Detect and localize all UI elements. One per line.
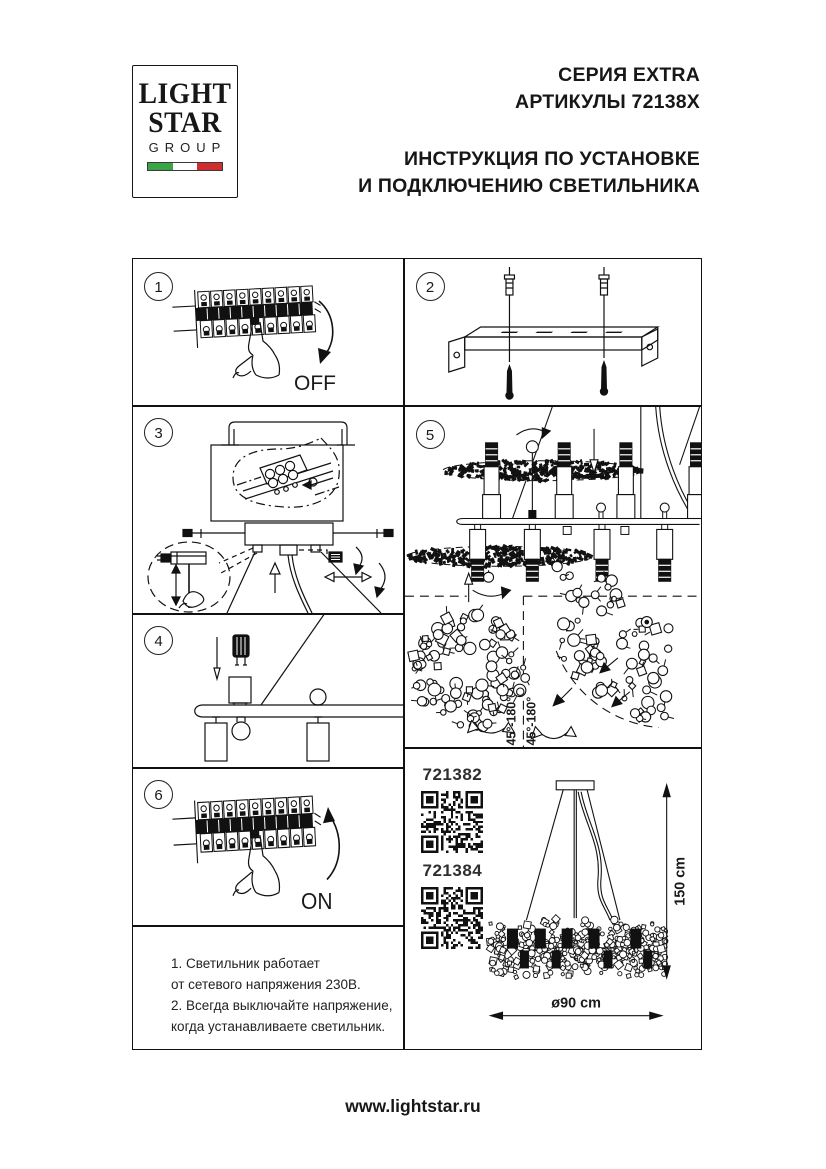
- pinch-hand-icon: [183, 592, 204, 608]
- step-3-number: 3: [144, 418, 173, 447]
- note-line: 2. Всегда выключайте напряжение,: [171, 998, 393, 1013]
- glass-shade-left: [205, 723, 227, 761]
- chandelier-assembly-illustration: [405, 407, 702, 748]
- website-url: www.lightstar.ru: [345, 1096, 481, 1116]
- strain-relief: [280, 545, 297, 555]
- note-line: от сетевого напряжения 230В.: [171, 977, 361, 992]
- screw-left: [505, 364, 513, 400]
- crystal-disc-top: [442, 459, 642, 482]
- articles-title: АРТИКУЛЫ 72138X: [515, 91, 700, 113]
- diameter-dimension-label: ø90 cm: [550, 995, 601, 1012]
- power-cable: [288, 555, 312, 613]
- frame-bar: [456, 518, 699, 524]
- canopy-mounting-illustration: [133, 405, 403, 613]
- logo-line-light: LIGHT: [138, 77, 232, 110]
- ball-finial: [310, 689, 326, 705]
- bracket-top: [464, 327, 657, 337]
- product-info-panel: [405, 749, 702, 1050]
- mounting-plate: [245, 523, 333, 545]
- step-1-panel: [133, 259, 403, 405]
- article-number-2: 721384: [422, 860, 483, 880]
- safety-notes-text: [171, 953, 392, 1037]
- bracket-mounting-illustration: [405, 259, 702, 405]
- instruction-title-line1: ИНСТРУКЦИЯ ПО УСТАНОВКЕ: [403, 148, 700, 170]
- bulb-install-illustration: [133, 613, 403, 767]
- off-arrow: [319, 301, 333, 355]
- on-arrowhead-icon: [323, 807, 335, 823]
- step-1-number: 1: [144, 272, 173, 301]
- lamp-socket: [229, 677, 251, 703]
- italian-flag-icon: [147, 162, 223, 171]
- step-6-panel: [133, 767, 403, 925]
- step-2-panel: [405, 259, 702, 405]
- top-bulbs: [482, 442, 701, 518]
- dimension-drawing: [405, 749, 702, 1050]
- step-3-panel: [133, 405, 403, 613]
- height-dimension-label: 150 cm: [672, 856, 689, 906]
- fixture-bar: [203, 705, 403, 717]
- logo-text: [137, 79, 233, 137]
- lightstar-logo: [132, 65, 238, 198]
- rotation-range-label-1: 45°-180°: [503, 696, 518, 746]
- on-label: ON: [301, 887, 333, 914]
- step-4-panel: [133, 613, 403, 767]
- wall-anchor-left: [504, 267, 514, 295]
- off-arrowhead-icon: [318, 348, 331, 364]
- step-5-number: 5: [416, 420, 445, 449]
- step-5-panel: [405, 407, 702, 748]
- off-label: OFF: [294, 372, 336, 395]
- crystal-disc-bottom: [406, 544, 592, 568]
- instruction-title-line2: И ПОДКЛЮЧЕНИЮ СВЕТИЛЬНИКА: [358, 175, 700, 197]
- on-arrow: [327, 815, 339, 880]
- note-line: 1. Светильник работает: [171, 956, 320, 971]
- hanger-handle: [229, 422, 347, 445]
- hanging-ball: [526, 440, 538, 452]
- breaker-on-illustration: [133, 767, 403, 925]
- header-titles: [358, 62, 700, 200]
- safety-notes-panel: [133, 925, 403, 1049]
- cord: [578, 791, 610, 919]
- canopy: [556, 780, 594, 789]
- rotation-range-label-2: 45°-180°: [523, 696, 538, 746]
- breaker-off-illustration: [133, 259, 403, 405]
- note-line: когда устанавливаете светильник.: [171, 1019, 386, 1034]
- article-number-1: 721382: [422, 764, 483, 784]
- wall-anchor-right: [599, 267, 609, 295]
- glass-shade-right: [307, 723, 329, 761]
- detail-frame-dashed: [523, 596, 701, 747]
- screw-right: [599, 360, 607, 396]
- logo-line-group: GROUP: [148, 140, 227, 155]
- step-4-number: 4: [144, 626, 173, 655]
- series-title: СЕРИЯ EXTRA: [558, 64, 700, 86]
- instruction-table: [132, 258, 702, 1050]
- logo-line-star: STAR: [148, 106, 222, 139]
- crystal-cluster-detail-view: [552, 557, 674, 723]
- step-2-number: 2: [416, 272, 445, 301]
- step-6-number: 6: [144, 780, 173, 809]
- crystal-body: [486, 914, 668, 979]
